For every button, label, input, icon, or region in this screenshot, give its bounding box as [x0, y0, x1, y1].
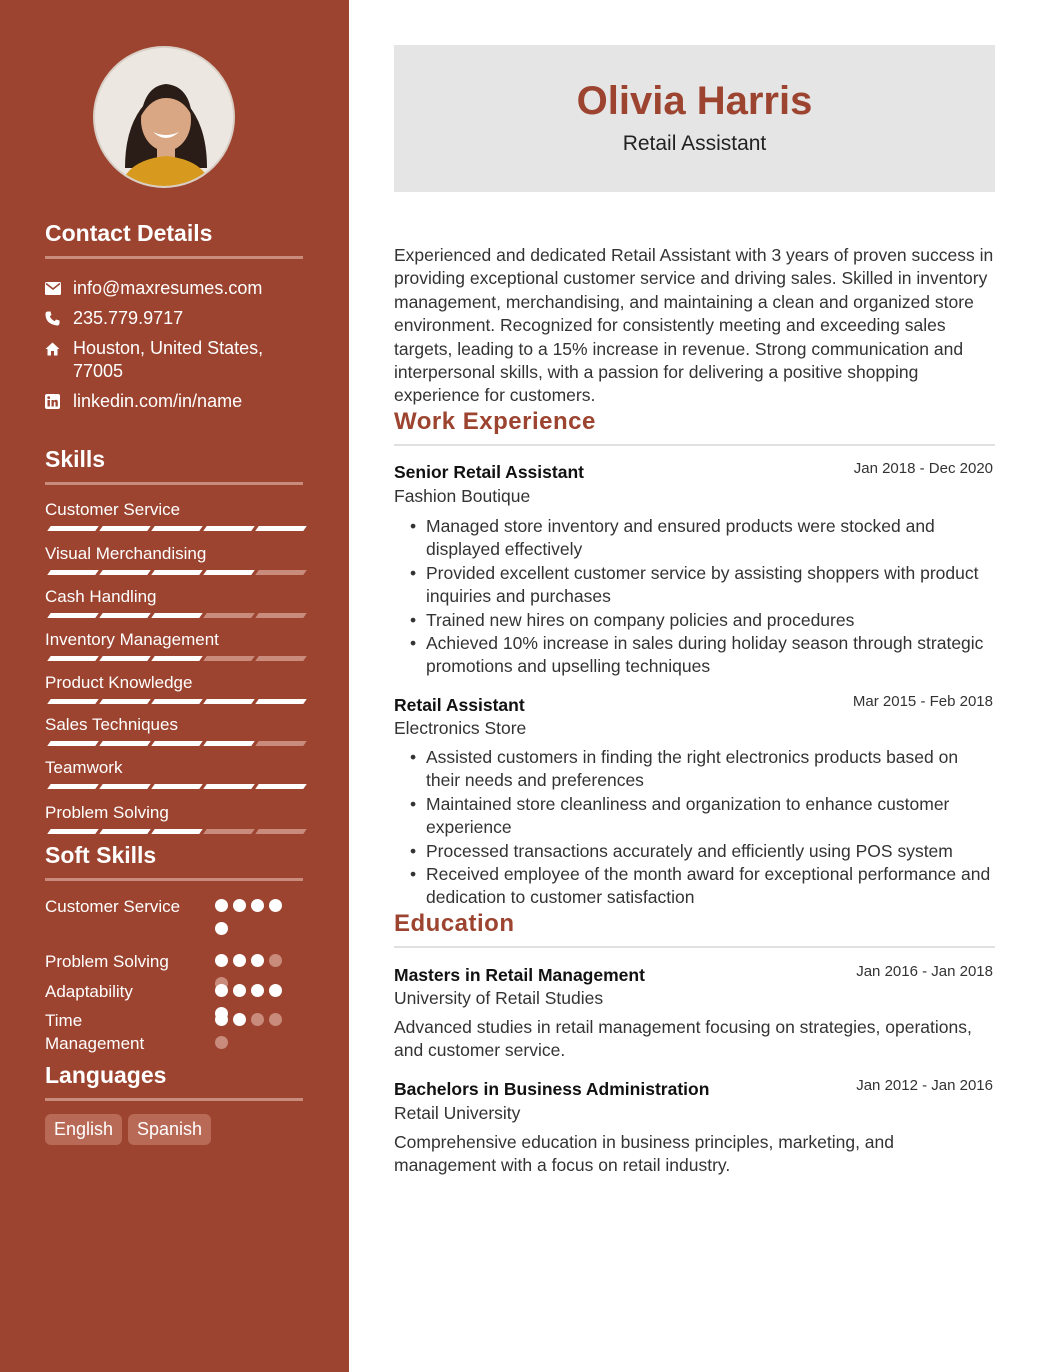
skill-name: Sales Techniques: [45, 715, 178, 734]
phone-icon: [45, 307, 73, 330]
degree-description: Comprehensive education in business principles, marketing, and management with a focus on retail industry.: [394, 1132, 894, 1176]
skills-heading: Skills: [45, 446, 106, 472]
skill-segment-filled: [203, 526, 255, 531]
skill-segment-filled: [99, 784, 151, 789]
person-name: Olivia Harris: [576, 79, 813, 123]
skill-level-bar: [45, 656, 303, 662]
skill-segment-filled: [151, 526, 203, 531]
rating-dot-filled: [215, 922, 228, 935]
skill-segment-filled: [151, 741, 203, 746]
job-employer: Electronics Store: [394, 718, 527, 738]
skill-segment-filled: [151, 784, 203, 789]
rating-dot-filled: [233, 984, 246, 997]
education-divider: [394, 946, 995, 948]
skill-item: [45, 803, 303, 823]
skill-name: Cash Handling: [45, 587, 157, 606]
envelope-icon: [45, 277, 73, 300]
skill-segment-filled: [47, 699, 99, 704]
contact-email: [45, 277, 303, 300]
phone-text: 235.779.9717: [73, 308, 184, 328]
language-tag: Spanish: [128, 1114, 211, 1145]
soft-skill-item: [45, 1009, 303, 1055]
job-title: Senior Retail Assistant: [394, 462, 584, 482]
languages-divider: [45, 1098, 303, 1101]
degree-title: Masters in Retail Management: [394, 965, 645, 985]
skill-segment-filled: [99, 613, 151, 618]
skill-level-bar: [45, 741, 303, 747]
skill-item: [45, 500, 303, 520]
skill-segment-filled: [151, 699, 203, 704]
soft-skill-item: [45, 895, 303, 918]
skill-segment-empty: [255, 741, 307, 746]
skill-segment-filled: [47, 570, 99, 575]
skill-segment-filled: [99, 741, 151, 746]
avatar-portrait: [95, 48, 235, 188]
skill-segment-filled: [47, 741, 99, 746]
skill-item: [45, 758, 303, 778]
job-dates: Jan 2018 - Dec 2020: [853, 460, 993, 477]
skill-segment-filled: [47, 613, 99, 618]
skill-item: [45, 544, 303, 564]
skill-segment-filled: [151, 613, 203, 618]
job-bullet: • Maintained store cleanliness and organization to enhance customer experience: [410, 793, 995, 840]
job-bullet: • Managed store inventory and ensured products were stocked and displayed effectively: [410, 515, 995, 562]
job-bullet: • Assisted customers in finding the right electronics products based on their needs and preferences: [410, 746, 995, 793]
rating-dot-filled: [215, 984, 228, 997]
skill-name: Problem Solving: [45, 803, 169, 822]
skill-item: [45, 715, 303, 735]
skill-item: [45, 630, 303, 650]
skill-segment-empty: [255, 613, 307, 618]
skill-segment-filled: [255, 784, 307, 789]
skill-segment-filled: [99, 699, 151, 704]
rating-dot-filled: [233, 954, 246, 967]
avatar: [93, 46, 235, 188]
job-dates: Mar 2015 - Feb 2018: [852, 693, 993, 710]
skill-segment-empty: [203, 829, 255, 834]
skill-segment-empty: [203, 613, 255, 618]
rating-dot-filled: [251, 899, 264, 912]
linkedin-icon: [45, 390, 73, 413]
address-text: Houston, United States, 77005: [73, 338, 264, 381]
job-employer: Fashion Boutique: [394, 486, 531, 506]
rating-dot-filled: [215, 954, 228, 967]
skill-name: Visual Merchandising: [45, 544, 207, 563]
skill-segment-filled: [99, 656, 151, 661]
skill-segment-filled: [151, 570, 203, 575]
skill-segment-filled: [47, 656, 99, 661]
name-header: [394, 45, 995, 192]
skill-level-bar: [45, 829, 303, 835]
skill-level-bar: [45, 570, 303, 576]
work-heading: Work Experience: [394, 408, 596, 435]
soft-skills-heading: Soft Skills: [45, 842, 157, 868]
rating-dot-filled: [269, 984, 282, 997]
soft-skill-item: [45, 950, 303, 973]
degree-dates: Jan 2016 - Jan 2018: [856, 963, 993, 980]
skill-segment-empty: [203, 656, 255, 661]
skill-segment-empty: [255, 656, 307, 661]
skills-divider: [45, 482, 303, 485]
rating-dot-filled: [215, 1013, 228, 1026]
skill-segment-filled: [203, 570, 255, 575]
degree-dates: Jan 2012 - Jan 2016: [856, 1077, 993, 1094]
skill-name: Teamwork: [45, 758, 123, 777]
degree-title: Bachelors in Business Administration: [394, 1079, 710, 1099]
work-divider: [394, 444, 995, 446]
job-bullet: • Trained new hires on company policies and procedures: [410, 609, 995, 632]
summary-text: Experienced and dedicated Retail Assistant with 3 years of proven success in providing exceptional customer service and driving sales. Skilled in inventory management, merchandising, and maintaining a clean and organized store environment. Recognized for consistently meeting and exceeding sales targets, leading to a 15% increase in revenue. Strong communication and interpersonal skills, with a passion for delivering a positive shopping experience for customers.: [394, 245, 994, 406]
contact-address: [45, 337, 303, 383]
skill-item: [45, 587, 303, 607]
degree-description: Advanced studies in retail management focusing on strategies, operations, and customer service.: [394, 1017, 972, 1061]
language-tag: English: [45, 1114, 122, 1145]
skill-segment-filled: [47, 526, 99, 531]
job-bullets: [410, 746, 995, 910]
job-role: Retail Assistant: [622, 132, 767, 155]
skill-segment-empty: [255, 829, 307, 834]
rating-dot-filled: [233, 1013, 246, 1026]
skill-segment-filled: [203, 741, 255, 746]
education-heading: Education: [394, 910, 515, 937]
skill-segment-filled: [99, 526, 151, 531]
skill-segment-filled: [203, 784, 255, 789]
skill-item: [45, 673, 303, 693]
languages-heading: Languages: [45, 1062, 167, 1088]
skill-level-bar: [45, 699, 303, 705]
school-name: Retail University: [394, 1103, 521, 1123]
skill-level-bar: [45, 613, 303, 619]
job-bullet: • Processed transactions accurately and efficiently using POS system: [410, 840, 995, 863]
skill-segment-filled: [203, 699, 255, 704]
skill-level-bar: [45, 784, 303, 790]
rating-dot-filled: [233, 899, 246, 912]
contact-linkedin: [45, 390, 303, 413]
skill-name: Customer Service: [45, 500, 181, 519]
skill-segment-filled: [151, 829, 203, 834]
contact-divider: [45, 256, 303, 259]
skill-segment-filled: [255, 526, 307, 531]
skill-segment-filled: [255, 699, 307, 704]
linkedin-text[interactable]: linkedin.com/in/name: [73, 391, 243, 411]
rating-dot-empty: [269, 1013, 282, 1026]
skill-segment-empty: [255, 570, 307, 575]
soft-skill-name: Customer Service: [45, 897, 181, 916]
email-text[interactable]: info@maxresumes.com: [73, 278, 263, 298]
soft-skills-divider: [45, 878, 303, 881]
home-icon: [45, 337, 73, 360]
skill-segment-filled: [151, 656, 203, 661]
job-bullet: • Provided excellent customer service by assisting shoppers with product inquiries and purchases: [410, 562, 995, 609]
skill-name: Inventory Management: [45, 630, 219, 649]
skill-segment-filled: [47, 829, 99, 834]
job-title: Retail Assistant: [394, 695, 525, 715]
contact-phone: [45, 307, 303, 330]
soft-skill-name: Adaptability: [45, 982, 133, 1001]
skill-segment-filled: [47, 784, 99, 789]
skill-level-bar: [45, 526, 303, 532]
skill-name: Product Knowledge: [45, 673, 193, 692]
soft-skill-item: [45, 980, 303, 1003]
soft-skill-name: Problem Solving: [45, 952, 169, 971]
sidebar: [0, 0, 349, 1372]
job-bullet: • Received employee of the month award for exceptional performance and dedication to customer satisfaction: [410, 863, 995, 910]
job-bullets: [410, 515, 995, 679]
contact-heading: Contact Details: [45, 220, 213, 246]
rating-dot-filled: [251, 954, 264, 967]
skill-segment-filled: [99, 570, 151, 575]
skill-segment-filled: [99, 829, 151, 834]
soft-skill-name: Time Management: [45, 1011, 145, 1053]
rating-dot-filled: [215, 899, 228, 912]
rating-dot-empty: [269, 954, 282, 967]
rating-dot-filled: [269, 899, 282, 912]
rating-dot-empty: [215, 1036, 228, 1049]
rating-dot-empty: [251, 1013, 264, 1026]
job-bullet: • Achieved 10% increase in sales during holiday season through strategic promotions and upselling techniques: [410, 632, 995, 679]
rating-dot-filled: [251, 984, 264, 997]
school-name: University of Retail Studies: [394, 988, 604, 1008]
